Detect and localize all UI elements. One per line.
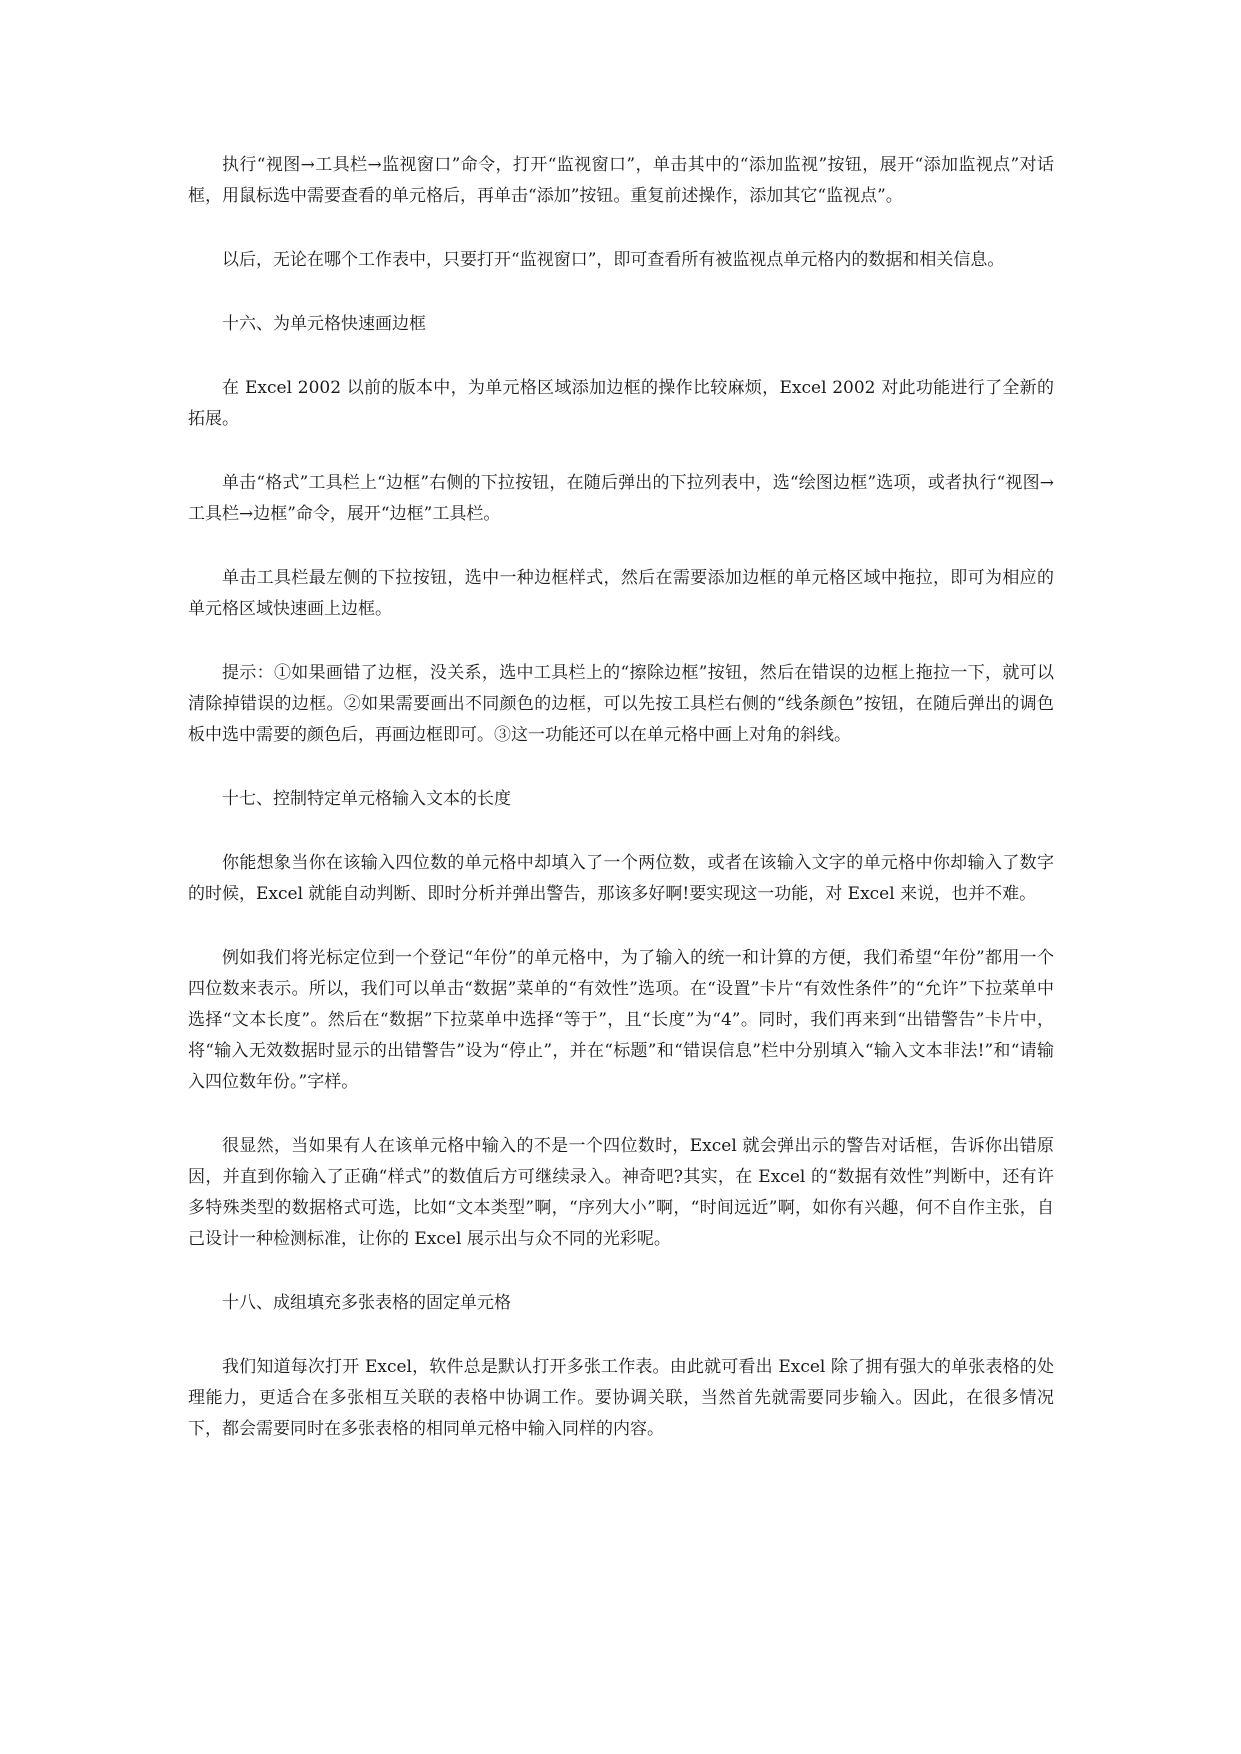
section-heading: 十八、成组填充多张表格的固定单元格 <box>222 1293 511 1313</box>
paragraph: 单击工具栏最左侧的下拉按钮，选中一种边框样式，然后在需要添加边框的单元格区域中拖拉，即可为相应的单元格区域快速画上边框。 <box>188 568 1054 619</box>
paragraph: 以后，无论在哪个工作表中，只要打开“监视窗口”，即可查看所有被监视点单元格内的数据和相关信息。 <box>222 250 1005 270</box>
document-body <box>188 150 1054 1478</box>
paragraph: 我们知道每次打开 Excel，软件总是默认打开多张工作表。由此就可看出 Excel 除了拥有强大的单张表格的处理能力，更适合在多张相互关联的表格中协调工作。要协调关联，当然首先就需要同步输入。因此，在很多情况下，都会需要同时在多张表格的相同单元格中输入同样的内容。 <box>188 1357 1054 1439</box>
paragraph: 单击“格式”工具栏上“边框”右侧的下拉按钮，在随后弹出的下拉列表中，选“绘图边框”选项，或者执行“视图→工具栏→边框”命令，展开“边框”工具栏。 <box>188 473 1054 524</box>
section-heading: 十七、控制特定单元格输入文本的长度 <box>222 789 511 809</box>
paragraph: 提示：①如果画错了边框，没关系，选中工具栏上的“擦除边框”按钮，然后在错误的边框上拖拉一下，就可以清除掉错误的边框。②如果需要画出不同颜色的边框，可以先按工具栏右侧的“线条颜色”按钮，在随后弹出的调色板中选中需要的颜色后，再画边框即可。③这一功能还可以在单元格中画上对角的斜线。 <box>188 663 1054 745</box>
section-heading: 十六、为单元格快速画边框 <box>222 314 426 334</box>
paragraph: 你能想象当你在该输入四位数的单元格中却填入了一个两位数，或者在该输入文字的单元格中你却输入了数字的时候，Excel 就能自动判断、即时分析并弹出警告，那该多好啊!要实现这一功能，对 Excel 来说，也并不难。 <box>188 853 1054 904</box>
paragraph: 例如我们将光标定位到一个登记“年份”的单元格中，为了输入的统一和计算的方便，我们希望“年份”都用一个四位数来表示。所以，我们可以单击“数据”菜单的“有效性”选项。在“设置”卡片“有效性条件”的“允许”下拉菜单中选择“文本长度”。然后在“数据”下拉菜单中选择“等于”，且“长度”为“4”。同时，我们再来到“出错警告”卡片中，将“输入无效数据时显示的出错警告”设为“停止”，并在“标题”和“错误信息”栏中分别填入“输入文本非法!”和“请输入四位数年份。”字样。 <box>188 948 1054 1092</box>
paragraph: 执行“视图→工具栏→监视窗口”命令，打开“监视窗口”，单击其中的“添加监视”按钮，展开“添加监视点”对话框，用鼠标选中需要查看的单元格后，再单击“添加”按钮。重复前述操作，添加其它“监视点”。 <box>188 155 1054 206</box>
paragraph: 在 Excel 2002 以前的版本中，为单元格区域添加边框的操作比较麻烦，Excel 2002 对此功能进行了全新的拓展。 <box>188 378 1054 429</box>
paragraph: 很显然，当如果有人在该单元格中输入的不是一个四位数时，Excel 就会弹出示的警告对话框，告诉你出错原因，并直到你输入了正确“样式”的数值后方可继续录入。神奇吧?其实，在 Excel 的“数据有效性”判断中，还有许多特殊类型的数据格式可选，比如“文本类型”啊，“序列大小”啊，“时间远近”啊，如你有兴趣，何不自作主张，自己设计一种检测标准，让你的 Excel 展示出与众不同的光彩呢。 <box>188 1136 1054 1249</box>
